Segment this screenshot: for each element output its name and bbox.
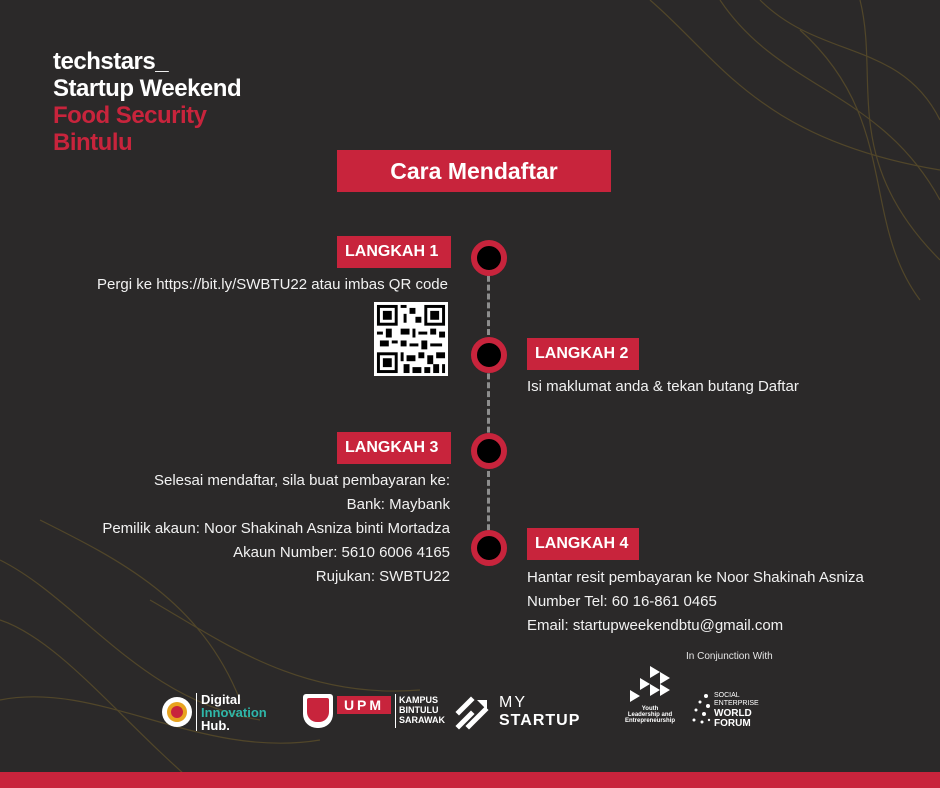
sewf-social: SOCIAL <box>714 692 740 699</box>
mystartup-startup: STARTUP <box>499 712 581 729</box>
logo-digital-text: Digital <box>201 692 241 707</box>
page-title: Cara Mendaftar <box>337 150 611 192</box>
timeline-dot-4 <box>471 530 507 566</box>
brand-startup-weekend: Startup Weekend <box>53 75 242 102</box>
footer-accent-bar <box>0 772 940 788</box>
step-3-line: Akaun Number: 5610 6006 4165 <box>233 544 450 561</box>
timeline-dot-1 <box>471 240 507 276</box>
logo-hub-text: Hub. <box>201 718 230 733</box>
step-4-label: LANGKAH 4 <box>527 528 639 560</box>
brand-food-security: Food Security <box>53 102 207 129</box>
timeline-dot-3 <box>471 433 507 469</box>
step-4-line: Email: startupweekendbtu@gmail.com <box>527 617 784 634</box>
logo-innovation-text: Innovation <box>201 705 267 720</box>
qr-code[interactable] <box>374 302 448 376</box>
timeline-dot-2 <box>471 337 507 373</box>
sewf-forum: FORUM <box>714 718 751 729</box>
brand-bintulu: Bintulu <box>53 129 133 156</box>
mystartup-arrow-icon <box>455 696 491 730</box>
step-3-line: Selesai mendaftar, sila buat pembayaran ke: <box>153 472 450 489</box>
conjunction-label: In Conjunction With <box>686 651 773 662</box>
mystartup-my: MY <box>499 694 527 711</box>
sewf-dots-icon <box>690 692 712 728</box>
upm-sarawak: SARAWAK <box>399 715 446 725</box>
youth-line-3: Entrepreneurship <box>624 718 675 724</box>
step-4-line: Number Tel: 60 16-861 0465 <box>527 593 717 610</box>
youth-line-2: Leadership and <box>627 712 673 718</box>
brand-techstars: techstars_ <box>53 48 169 75</box>
upm-kampus: KAMPUS <box>399 695 439 705</box>
upm-text: UPM <box>337 696 391 714</box>
step-3-line: Bank: Maybank <box>346 496 450 513</box>
logo-upm <box>303 694 448 732</box>
step-3-line: Pemilik akaun: Noor Shakinah Asniza binti Mortadza <box>102 520 450 537</box>
logo-mystartup <box>455 694 605 732</box>
step-2-text: Isi maklumat anda & tekan butang Daftar <box>527 378 799 395</box>
step-1-label: LANGKAH 1 <box>337 236 451 268</box>
logo-youth-leadership <box>624 664 676 736</box>
teras-icon <box>162 697 192 727</box>
step-2-label: LANGKAH 2 <box>527 338 639 370</box>
upm-bintulu: BINTULU <box>399 705 439 715</box>
step-4-line: Hantar resit pembayaran ke Noor Shakinah Asniza <box>527 569 864 586</box>
step-4-text <box>527 566 927 638</box>
step-3-label: LANGKAH 3 <box>337 432 451 464</box>
upm-crest-icon <box>303 694 333 728</box>
step-3-line: Rujukan: SWBTU22 <box>315 568 450 585</box>
logo-sewf <box>690 690 780 732</box>
step-3-text <box>40 469 450 589</box>
youth-line-1: Youth <box>641 706 659 712</box>
logo-digital-innovation-hub <box>162 693 282 733</box>
sewf-enterprise: ENTERPRISE <box>714 700 759 707</box>
timeline-line <box>487 258 493 548</box>
youth-logo-icon <box>630 664 672 704</box>
brand-block <box>53 48 241 156</box>
step-1-text: Pergi ke https://bit.ly/SWBTU22 atau imbas QR code <box>97 276 448 293</box>
sewf-world: WORLD <box>714 708 752 719</box>
